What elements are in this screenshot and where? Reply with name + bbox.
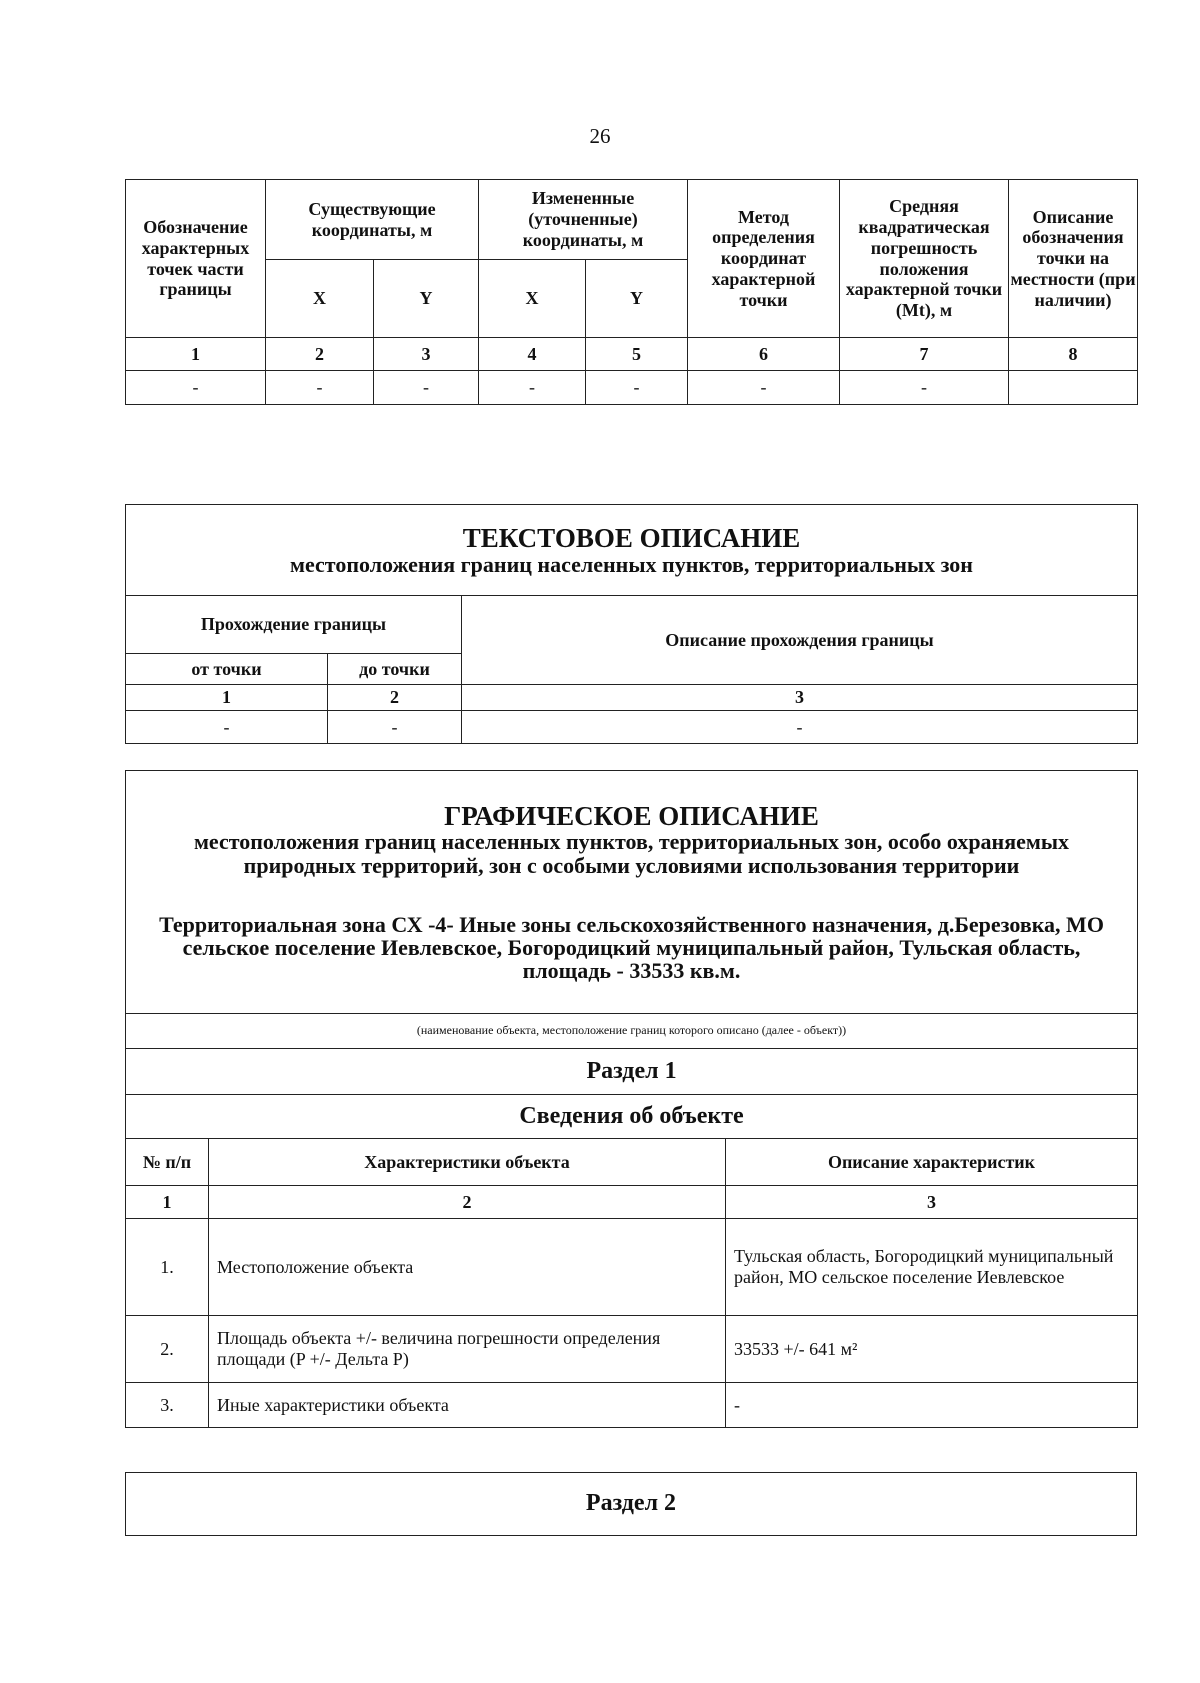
section-1-title: Сведения об объекте xyxy=(126,1095,1138,1139)
header-x: X xyxy=(479,260,586,338)
table-row xyxy=(126,1316,1138,1383)
header-passage-description: Описание прохождения границы xyxy=(462,596,1138,685)
col-num: 4 xyxy=(479,338,586,371)
text-description-subtitle: местоположения границ населенных пунктов, территориальных зон xyxy=(290,551,973,577)
header-changed: Измененные (уточненные) координаты, м xyxy=(479,180,688,260)
row-number: 2. xyxy=(126,1316,209,1383)
col-num: 2 xyxy=(266,338,374,371)
header-method: Метод определения координат характерной точки xyxy=(688,180,840,338)
cell: - xyxy=(126,371,266,405)
cell: - xyxy=(462,711,1138,744)
col-num: 3 xyxy=(374,338,479,371)
characteristic: Иные характеристики объекта xyxy=(209,1383,726,1428)
header-point: Обозначение характерных точек части границы xyxy=(126,180,266,338)
header-y: Y xyxy=(374,260,479,338)
cell: - xyxy=(479,371,586,405)
col-num: 8 xyxy=(1009,338,1138,371)
table-row xyxy=(126,371,1138,405)
col-num: 3 xyxy=(462,685,1138,711)
header-description: Описание обозначения точки на местности (при наличии) xyxy=(1009,180,1138,338)
cell: - xyxy=(126,711,328,744)
coordinates-table xyxy=(125,179,1138,405)
col-num: 1 xyxy=(126,685,328,711)
col-num: 7 xyxy=(840,338,1009,371)
cell: - xyxy=(586,371,688,405)
header-passage: Прохождение границы xyxy=(126,596,462,654)
characteristic: Местоположение объекта xyxy=(209,1219,726,1316)
graphic-description-subtitle: местоположения границ населенных пунктов, территориальных зон, особо охраняемых природных территорий, зон с особыми условиями использования территории xyxy=(193,829,1070,878)
header-to-point: до точки xyxy=(328,654,462,685)
graphic-description-table xyxy=(125,770,1138,1428)
text-description-table xyxy=(125,504,1138,744)
row-number: 1. xyxy=(126,1219,209,1316)
header-y: Y xyxy=(586,260,688,338)
header-characteristics-description: Описание характеристик xyxy=(726,1139,1138,1186)
header-x: X xyxy=(266,260,374,338)
header-from-point: от точки xyxy=(126,654,328,685)
col-num: 6 xyxy=(688,338,840,371)
object-name: Территориальная зона СХ -4- Иные зоны сельскохозяйственного назначения, д.Березовка, МО сельское поселение Иевлевское, Богородицкий муниципальный район, Тульская область, площадь - 33533 кв.м. xyxy=(159,911,1104,983)
section-1-heading: Раздел 1 xyxy=(126,1049,1138,1095)
column-numbers-row xyxy=(126,338,1138,371)
characteristic-value: - xyxy=(726,1383,1138,1428)
object-caption: (наименование объекта, местоположение границ которого описано (далее - объект)) xyxy=(126,1014,1138,1049)
col-num: 3 xyxy=(726,1186,1138,1219)
cell: - xyxy=(688,371,840,405)
table-row xyxy=(126,711,1138,744)
table-row xyxy=(126,1219,1138,1316)
header-error: Средняя квадратическая погрешность положения характерной точки (Mt), м xyxy=(840,180,1009,338)
row-number: 3. xyxy=(126,1383,209,1428)
cell xyxy=(1009,371,1138,405)
cell: - xyxy=(328,711,462,744)
col-num: 1 xyxy=(126,338,266,371)
col-num: 2 xyxy=(328,685,462,711)
section-2-heading: Раздел 2 xyxy=(126,1473,1137,1536)
characteristic: Площадь объекта +/- величина погрешности определения площади (P +/- Дельта P) xyxy=(209,1316,726,1383)
cell: - xyxy=(840,371,1009,405)
header-number: № п/п xyxy=(126,1139,209,1186)
table-row xyxy=(126,1383,1138,1428)
col-num: 5 xyxy=(586,338,688,371)
cell: - xyxy=(266,371,374,405)
text-description-title: ТЕКСТОВОЕ ОПИСАНИЕ xyxy=(462,523,801,554)
page-number: 26 xyxy=(589,124,611,148)
characteristic-value: 33533 +/- 641 м² xyxy=(726,1316,1138,1383)
col-num: 2 xyxy=(209,1186,726,1219)
header-characteristics: Характеристики объекта xyxy=(209,1139,726,1186)
characteristic-value: Тульская область, Богородицкий муниципальный район, МО сельское поселение Иевлевское xyxy=(726,1219,1138,1316)
header-existing: Существующие координаты, м xyxy=(266,180,479,260)
graphic-description-title: ГРАФИЧЕСКОЕ ОПИСАНИЕ xyxy=(444,801,819,832)
section-2-table xyxy=(125,1472,1137,1536)
cell: - xyxy=(374,371,479,405)
col-num: 1 xyxy=(126,1186,209,1219)
